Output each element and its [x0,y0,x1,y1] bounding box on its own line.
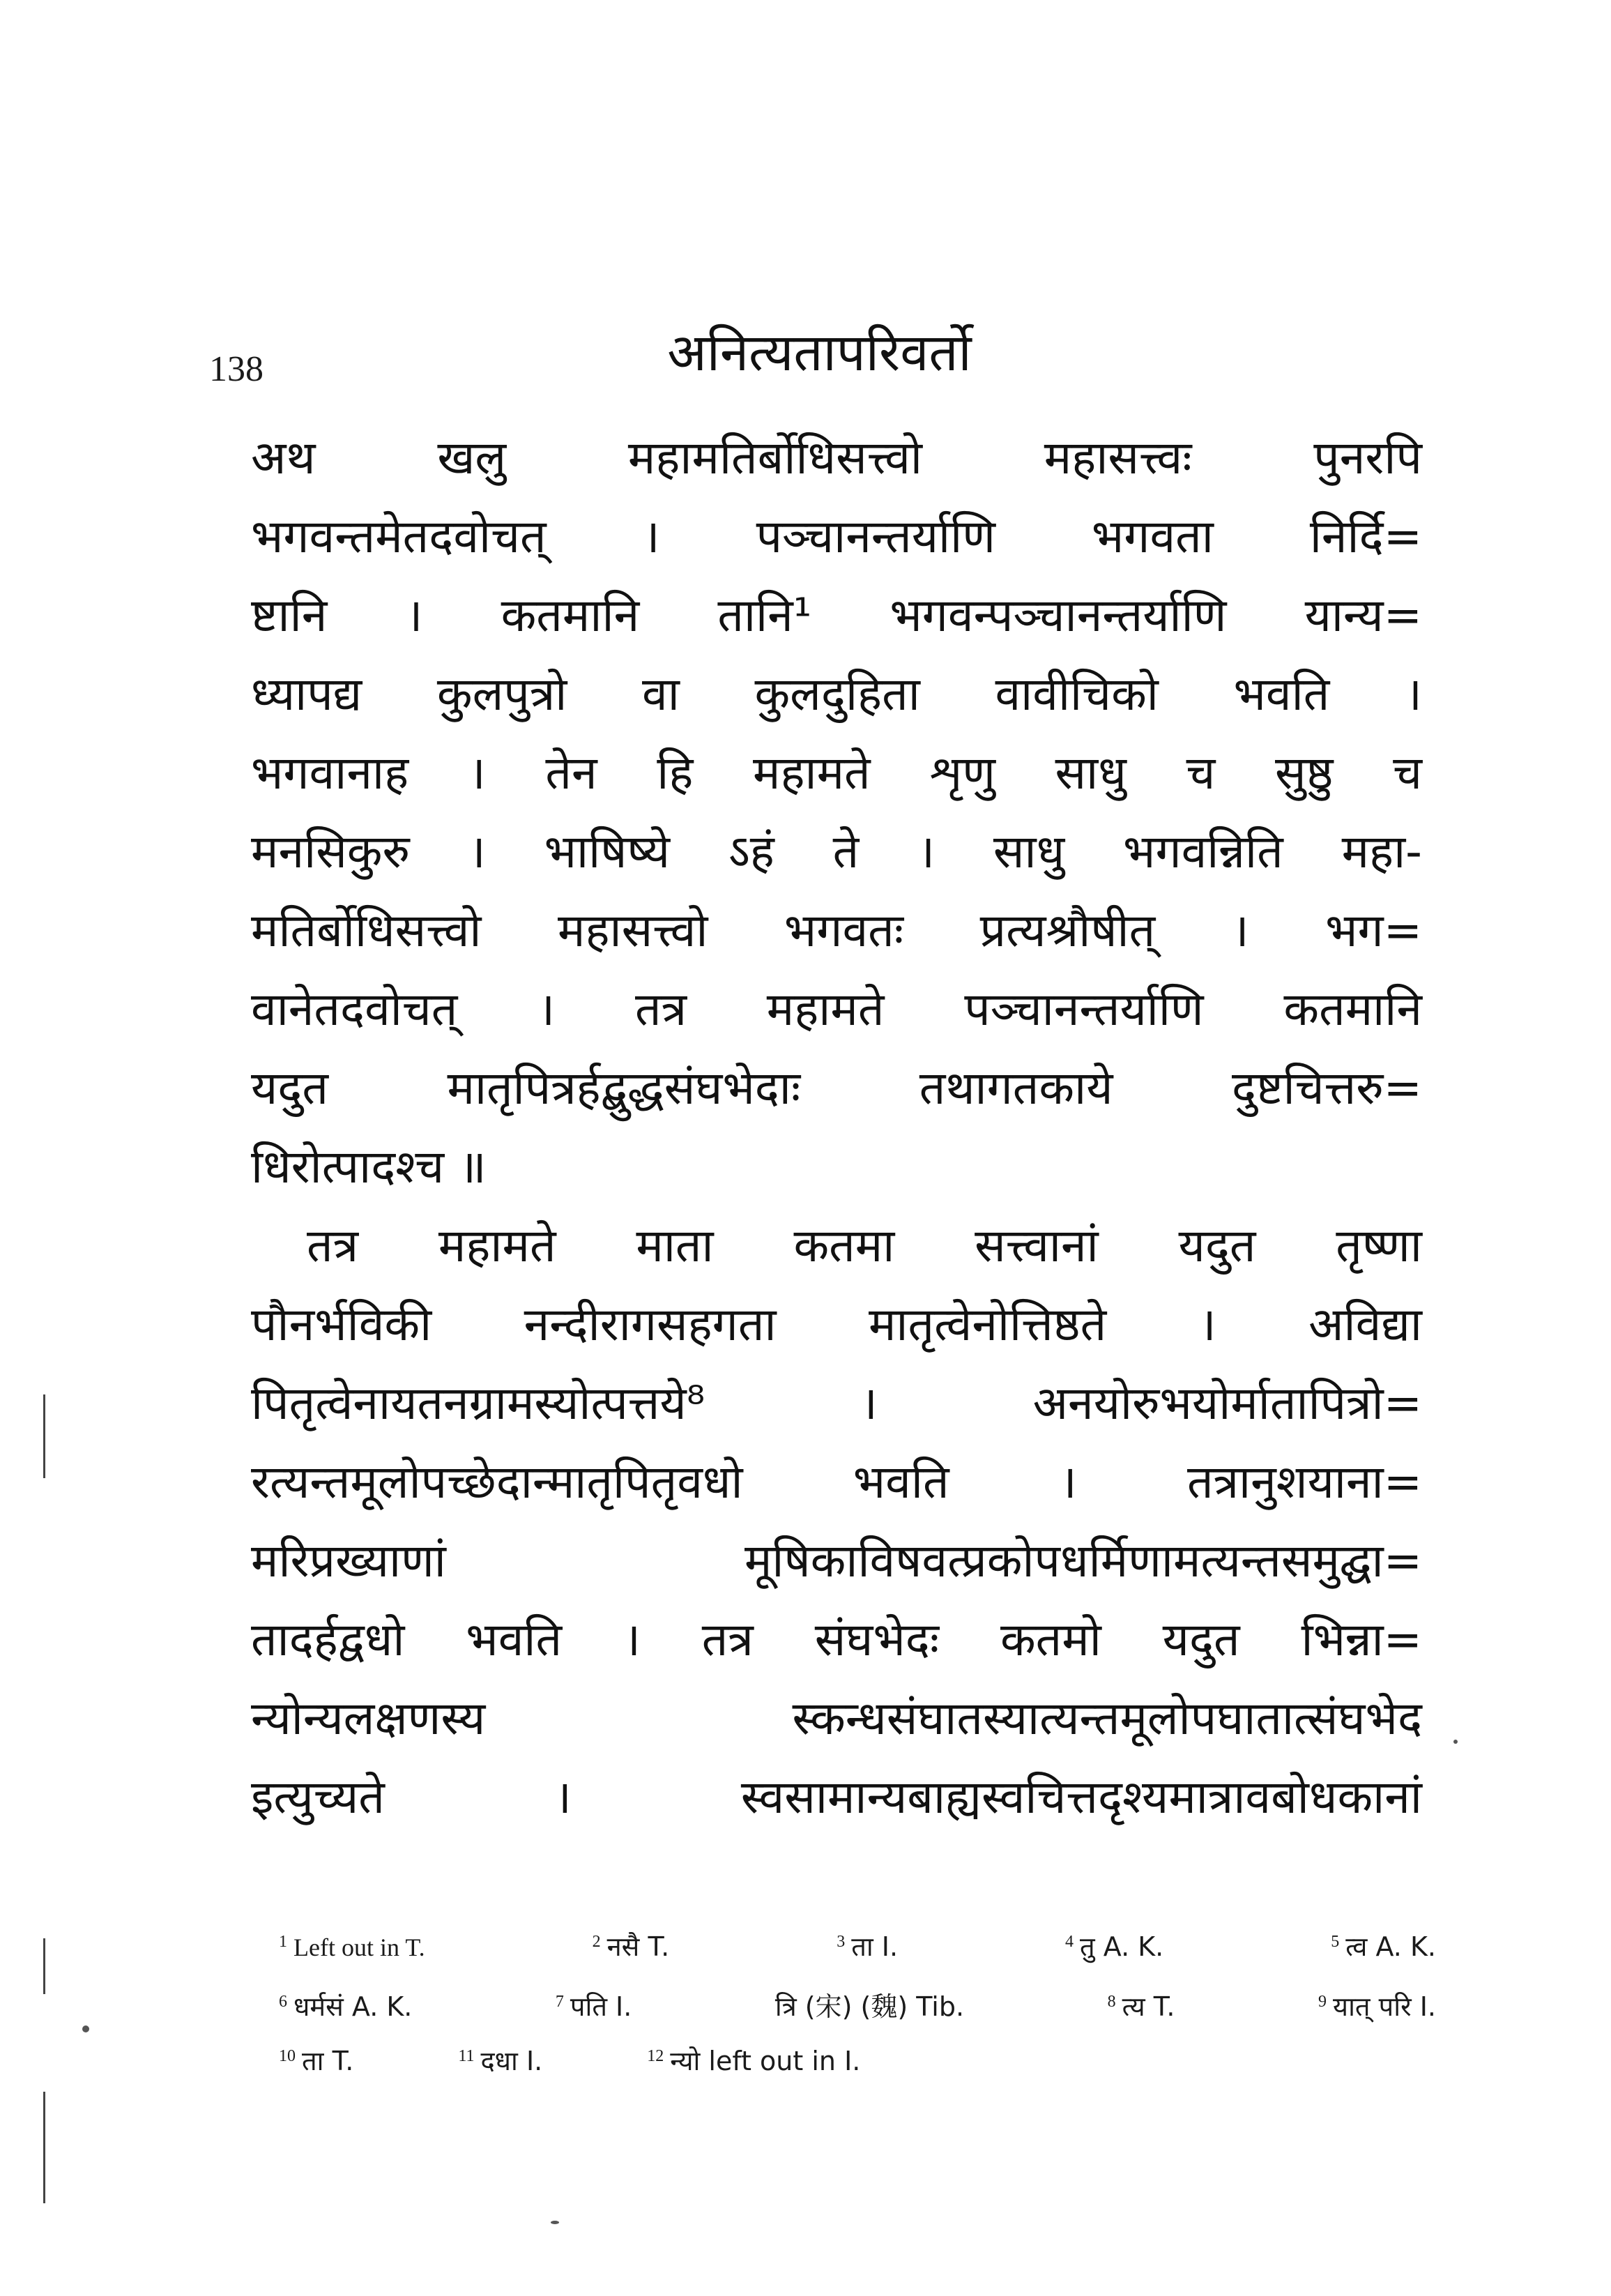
footnote-row-3 [279,2042,1436,2099]
scan-speck [82,2025,89,2032]
body-text [251,418,1422,1837]
text-line-11: तत्र महामते माता कतमा सत्त्वानां यदुत तृष्णा [307,1219,1422,1272]
footnote-7: $^7$ पति I. [555,1991,632,2022]
footnote-6: $^6$ धर्मसं A. K. [279,1991,413,2022]
scan-margin-rule [43,2092,45,2203]
footnote-8: $^8$ त्य T. [1107,1991,1175,2022]
footnote-4: $^4$ तु A. K. [1065,1931,1164,1962]
text-line-12: पौनर्भविकी नन्दीरागसहगता मातृत्वेनोत्तिष्ठते । अविद्या [251,1298,1422,1351]
footnote-5: $^5$ त्व A. K. [1331,1931,1436,1962]
text-line-10: धिरोत्पादश्च ॥ [251,1140,487,1194]
footnote-row-1 [279,1928,1436,1985]
text-line-1: अथ खलु महामतिर्बोधिसत्त्वो महासत्त्वः पुनरपि [251,431,1422,485]
text-line-2: भगवन्तमेतदवोचत् । पञ्चानन्तर्याणि भगवता निर्दि= [251,510,1422,563]
text-line-17: न्योन्यलक्षणस्य स्कन्धसंघातस्यात्यन्तमूलोपघातात्संघभेद [251,1691,1422,1745]
footnote-11: $^{11}$ दधा I. [458,2046,543,2076]
footnote-10: $^{10}$ ता T. [279,2046,354,2076]
footnotes [279,1928,1436,2099]
text-line-7: मतिर्बोधिसत्त्वो महासत्त्वो भगवतः प्रत्यश्रौषीत् । भग= [251,904,1422,957]
page-number: 138 [209,349,264,389]
footnote-row-2 [279,1985,1436,2042]
text-line-14: रत्यन्तमूलोपच्छेदान्मातृपितृवधो भवति । तत्रानुशयाना= [251,1455,1422,1509]
text-line-9: यदुत मातृपित्रर्हद्बुद्धसंघभेदाः तथागतकाये दुष्टचित्तरु= [251,1061,1422,1115]
scan-margin-rule [43,1938,45,1994]
footnote-3: $^3$ ता I. [837,1931,899,1962]
text-line-8: वानेतदवोचत् । तत्र महामते पञ्चानन्तर्याणि कतमानि [251,982,1422,1036]
footnote-9: $^9$ यात् परि I. [1318,1991,1436,2022]
scan-speck [551,2221,559,2224]
footnote-1: $^1$ Left out in T. [279,1933,425,1961]
text-line-4: ध्यापद्य कुलपुत्रो वा कुलदुहिता वावीचिको भवति । [251,667,1422,721]
footnote-12: $^{12}$ न्यो left out in I. [647,2046,861,2076]
text-line-3: ष्टानि । कतमानि तानि¹ भगवन्पञ्चानन्तर्याणि यान्य= [251,588,1422,642]
scan-margin-rule [43,1394,45,1478]
text-line-6: मनसिकुरु । भाषिष्ये ऽहं ते । साधु भगवन्निति महा- [251,825,1422,879]
text-line-13: पितृत्वेनायतनग्रामस्योत्पत्तये⁸ । अनयोरुभयोर्मातापित्रो= [251,1376,1422,1430]
text-line-15: मरिप्रख्याणां मूषिकाविषवत्प्रकोपधर्मिणामत्यन्तसमुद्घा= [251,1534,1422,1588]
footnote-7-variant: त्रि (宋) (魏) Tib. [774,1991,965,2022]
text-line-5: भगवानाह । तेन हि महामते शृणु साधु च सुष्ठु च [251,746,1422,800]
scan-speck [1453,1740,1458,1744]
text-line-16: तादर्हद्वधो भवति । तत्र संघभेदः कतमो यदुत भिन्ना= [251,1613,1422,1666]
text-line-18: इत्युच्यते । स्वसामान्यबाह्यस्वचित्तदृश्यमात्रावबोधकानां [251,1770,1422,1824]
running-title: अनित्यतापरिवर्तो [667,323,972,383]
footnote-2: $^2$ नसै T. [592,1931,670,1962]
